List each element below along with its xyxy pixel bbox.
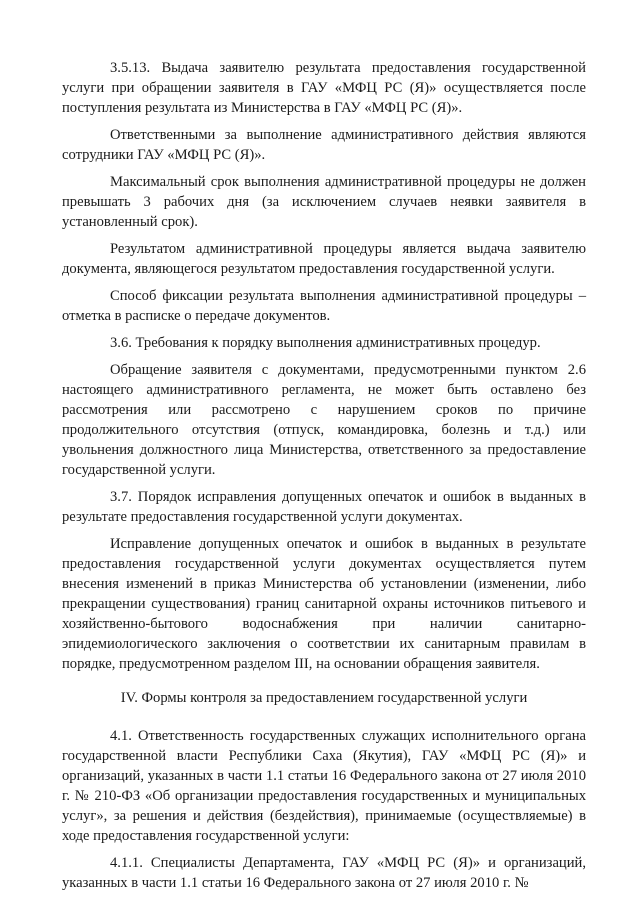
paragraph-responsible: Ответственными за выполнение административного действия являются сотрудники ГАУ «МФЦ РС (Я)». [62, 127, 586, 163]
paragraph-appeal: Обращение заявителя с документами, предусмотренными пунктом 2.6 настоящего административного регламента, не может быть оставлено без рассмотрения или рассмотрено с нарушением сроков по причине продолжительного отсутствия (отпуск, командировка, болезнь и т.д.) или увольнения должностного лица Министерства, ответственного за предоставление государственной услуги. [62, 362, 586, 478]
paragraph-3-6: 3.6. Требования к порядку выполнения административных процедур. [110, 335, 541, 351]
paragraph-max-term: Максимальный срок выполнения административной процедуры не должен превышать 3 рабочих дня (за исключением случаев неявки заявителя в установленный срок). [62, 174, 586, 230]
paragraph-result: Результатом административной процедуры является выдача заявителю документа, являющегося результатом предоставления государственной услуги. [62, 241, 586, 277]
paragraph-4-1-1: 4.1.1. Специалисты Департамента, ГАУ «МФЦ РС (Я)» и организаций, указанных в части 1.1 статьи 16 Федерального закона от 27 июля 2010 г. № [62, 855, 586, 891]
paragraph-3-7: 3.7. Порядок исправления допущенных опечаток и ошибок в выданных в результате предоставления государственной услуги документах. [62, 489, 586, 525]
paragraph-fixation: Способ фиксации результата выполнения административной процедуры – отметка в расписке о передаче документов. [62, 288, 586, 324]
section-heading: IV. Формы контроля за предоставлением государственной услуги [120, 690, 528, 706]
paragraph-correction: Исправление допущенных опечаток и ошибок в выданных в результате предоставления государственной услуги документах осуществляется путем внесения изменений в приказ Министерства об установлении (изменении, либо прекращении существования) границ санитарной охраны источников питьевого и хозяйственно-бытового водоснабжения при наличии санитарно-эпидемиологического заключения о соответствии их санитарным правилам в порядке, предусмотренном разделом III, на основании обращения заявителя. [62, 536, 586, 672]
paragraph-3-5-13: 3.5.13. Выдача заявителю результата предоставления государственной услуги при обращении заявителя в ГАУ «МФЦ РС (Я)» осуществляется после поступления результата из Министерства в ГАУ «МФЦ РС (Я)». [62, 60, 586, 116]
paragraph-4-1: 4.1. Ответственность государственных служащих исполнительного органа государственной власти Республики Саха (Якутия), ГАУ «МФЦ РС (Я)» и организаций, указанных в части 1.1 статьи 16 Федерального закона от 27 июля 2010 г. № 210-ФЗ «Об организации предоставления государственных и муниципальных услуг», за решения и действия (бездействия), принимаемые (осуществляемые) в ходе предоставления государственной услуги: [62, 728, 586, 844]
